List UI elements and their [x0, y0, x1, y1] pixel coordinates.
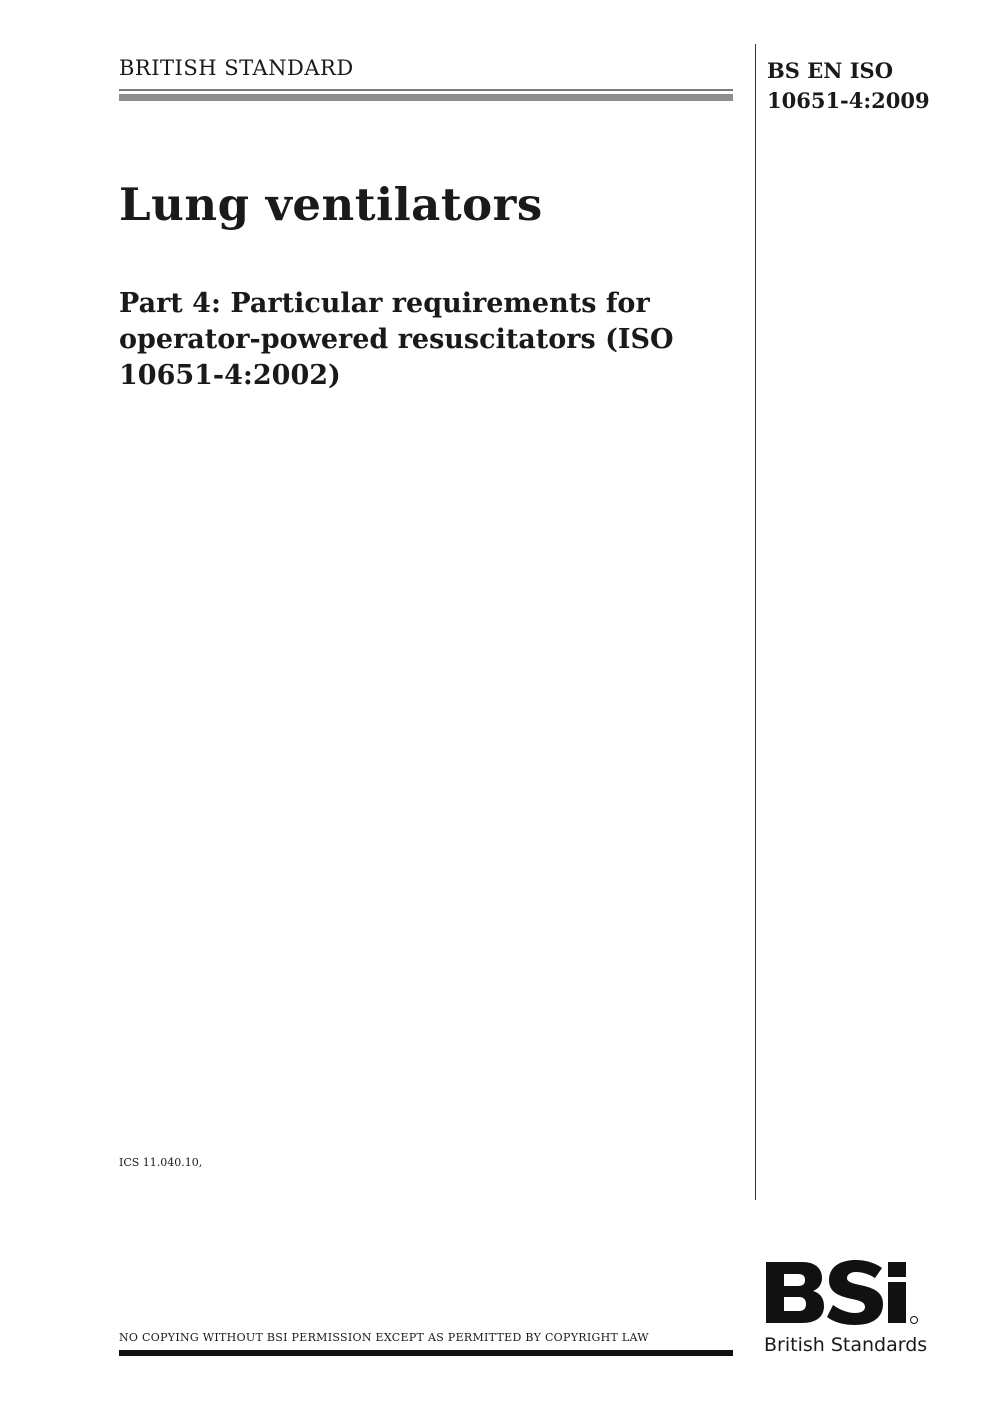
bsi-logo-tagline: British Standards [764, 1334, 928, 1356]
document-subtitle: Part 4: Particular requirements for operator-powered resuscitators (ISO 10651-4:2002) [119, 288, 674, 391]
vertical-divider [755, 44, 756, 1200]
footer-rule [119, 1350, 733, 1356]
standard-number-line1: BS EN ISO [767, 58, 894, 83]
header-rule-thin [119, 89, 733, 91]
bsi-logo [764, 1258, 936, 1360]
document-title: Lung ventilators [119, 178, 543, 231]
ics-code: ICS 11.040.10, [119, 1156, 203, 1169]
header-label: BRITISH STANDARD [119, 56, 354, 80]
standard-number-line2: 10651-4:2009 [767, 88, 930, 113]
copyright-notice: NO COPYING WITHOUT BSI PERMISSION EXCEPT AS PERMITTED BY COPYRIGHT LAW [119, 1331, 649, 1344]
standard-number [767, 56, 930, 116]
header-rule-thick [119, 94, 733, 101]
bsi-logo-icon [764, 1258, 936, 1326]
